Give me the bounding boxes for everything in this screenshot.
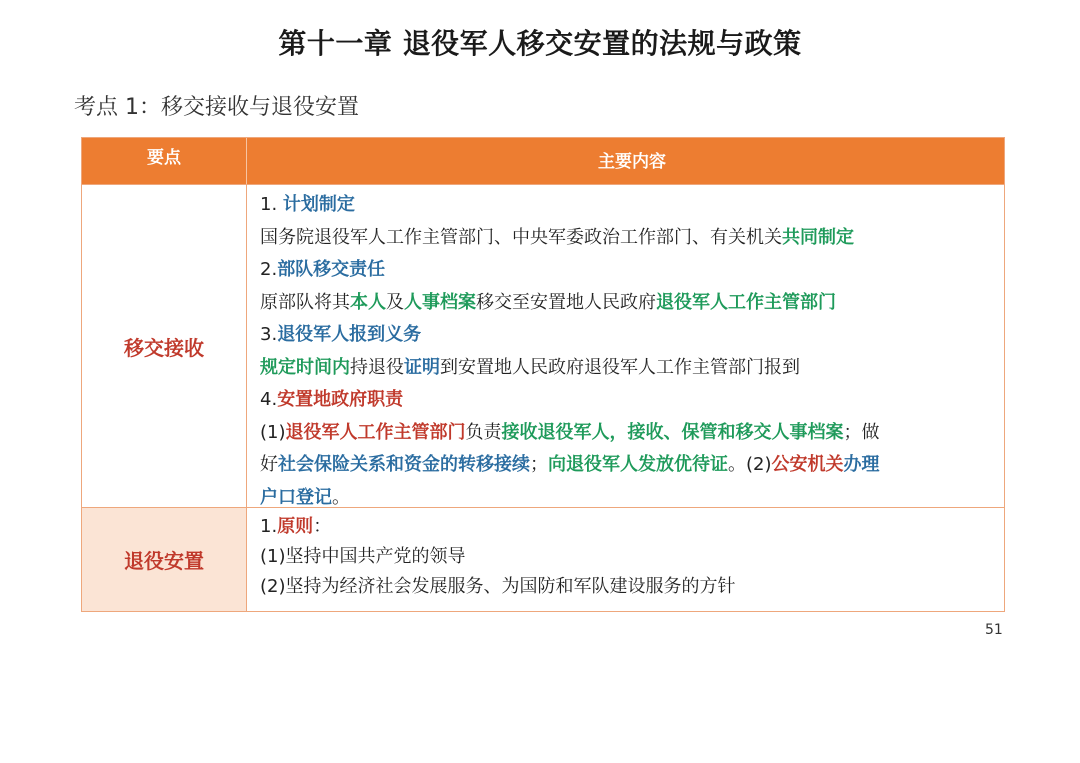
highlight-segment: 部队移交责任 [277,259,386,280]
content-line [260,222,1004,255]
content-line [260,572,1004,602]
text-segment: 1. [260,194,283,215]
text-segment: 1. [260,516,278,537]
header-content: 主要内容 [598,152,666,172]
text-segment: 及 [386,291,404,313]
text-segment: 3. [260,324,278,345]
content-line [260,189,1004,222]
highlight-segment: 接收退役军人，接收、保管和移交人事档案 [501,421,844,443]
content-line [260,287,1004,320]
text-segment: (1)坚持中国共产党的领导 [260,546,466,567]
text-segment: 。(2) [728,454,772,475]
highlight-segment: 户口登记 [260,486,332,508]
text-segment: 负责 [465,421,502,443]
content-line [260,417,1004,450]
text-segment: ；做 [843,421,880,443]
table-row [82,507,1004,611]
highlight-segment: 证明 [404,356,440,378]
content-table [81,137,1005,612]
chapter-title: 第十一章 退役军人移交安置的法规与政策 [278,27,802,60]
text-segment: 4. [260,389,278,410]
text-segment: (2)坚持为经济社会发展服务、为国防和军队建设服务的方针 [260,576,736,597]
highlight-segment: 本人 [350,291,386,313]
content-line [260,254,1004,287]
text-segment: (1) [260,421,286,443]
table-row [82,184,1004,507]
text-segment: 持退役 [350,356,404,378]
row-content [247,185,1004,507]
text-segment: 2. [260,259,278,280]
content-line [260,512,1004,542]
highlight-segment: 人事档案 [404,291,476,313]
highlight-segment: 退役军人报到义务 [277,324,422,345]
text-segment: ： [313,516,332,537]
content-line [260,542,1004,572]
text-segment: ； [530,454,548,475]
text-segment: 到安置地人民政府退役军人工作主管部门报到 [440,356,800,378]
row-content [247,508,1004,611]
highlight-segment: 共同制定 [782,226,854,248]
text-segment: 原部队将其 [260,291,350,313]
highlight-segment: 原则 [277,516,314,537]
highlight-segment: 向退役军人发放优待证 [548,454,728,475]
text-segment: 好 [260,454,278,475]
highlight-segment: 公安机关 [771,454,844,475]
table-header [82,138,1004,184]
content-line [260,352,1004,385]
text-segment: 。 [332,486,350,508]
text-segment: 移交至安置地人民政府 [476,291,656,313]
text-segment: 国务院退役军人工作主管部门、中央军委政治工作部门、有关机关 [260,226,782,248]
highlight-segment: 办理 [843,454,880,475]
content-line [260,384,1004,417]
highlight-segment: 安置地政府职责 [277,389,404,410]
content-line [260,449,1004,482]
header-key: 要点 [82,138,247,184]
highlight-segment: 计划制定 [282,194,355,215]
highlight-segment: 规定时间内 [260,356,350,378]
row-key: 移交接收 [82,185,247,507]
highlight-segment: 退役军人工作主管部门 [285,421,466,443]
content-line [260,319,1004,352]
page-number: 51 [985,622,1003,638]
row-key: 退役安置 [82,508,247,611]
section-title: 考点 1：移交接收与退役安置 [74,95,359,120]
highlight-segment: 社会保险关系和资金的转移接续 [278,454,530,475]
highlight-segment: 退役军人工作主管部门 [656,291,836,313]
